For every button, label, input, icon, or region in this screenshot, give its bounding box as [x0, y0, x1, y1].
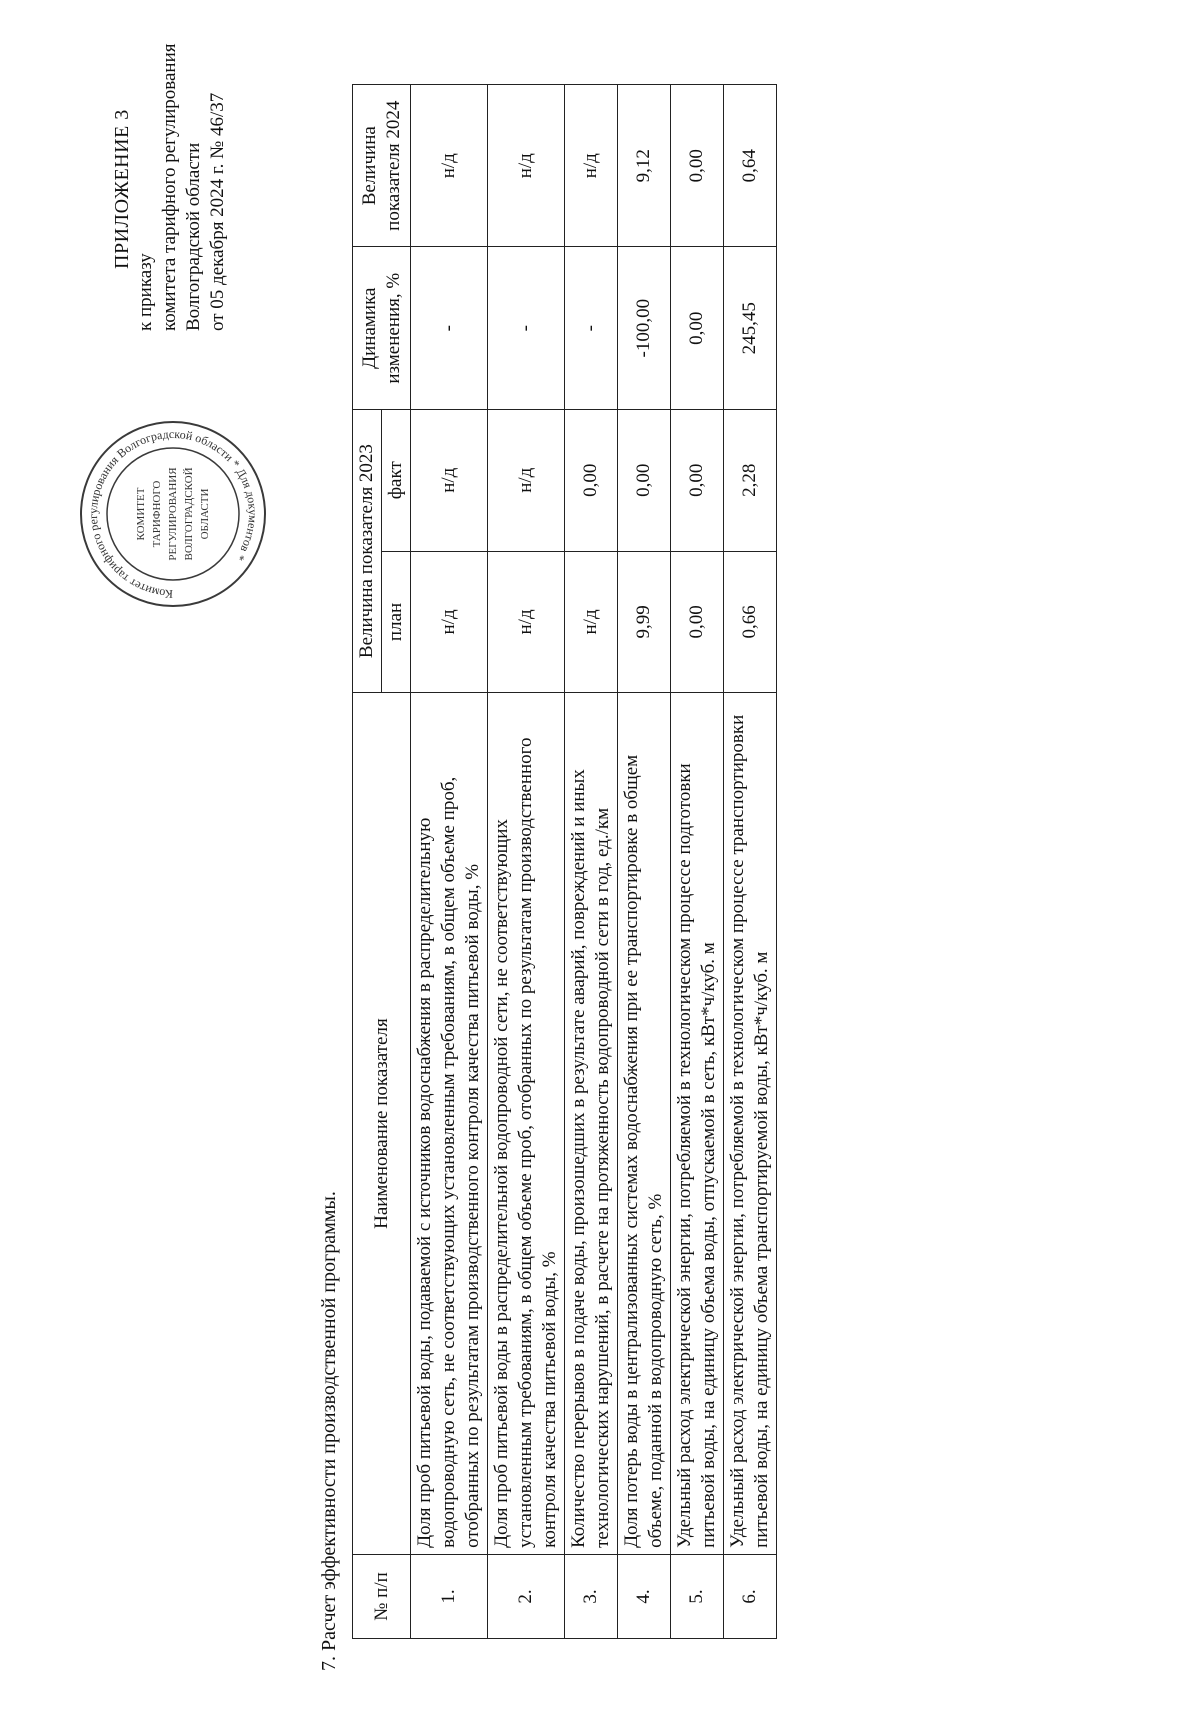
row-num: 3.	[565, 1554, 618, 1638]
row-plan: н/д	[411, 551, 488, 693]
row-dynamics: 245,45	[724, 247, 777, 409]
row-name: Удельный расход электрической энергии, потребляемой в технологическом процессе транспортировки питьевой воды, на единицу объема транспортируемой воды, кВт*ч/куб. м	[724, 693, 777, 1555]
row-fact: 0,00	[618, 409, 671, 551]
row-name: Доля проб питьевой воды в распределительной водопроводной сети, не соответствующих установленным требованиям, в общем объеме проб, отобранных по результатам производственного контроля качества питьевой воды, %	[488, 693, 565, 1555]
stamp-line-1: КОМИТЕТ	[135, 487, 147, 541]
row-plan: н/д	[488, 551, 565, 693]
table-row	[724, 85, 777, 1639]
row-num: 5.	[671, 1554, 724, 1638]
table-row	[618, 85, 671, 1639]
official-stamp	[78, 419, 268, 609]
table-row	[671, 85, 724, 1639]
section-title: 7. Расчет эффективности производственной программы.	[318, 1191, 340, 1671]
row-plan: н/д	[565, 551, 618, 693]
row-name: Удельный расход электрической энергии, потребляемой в технологическом процессе подготовки питьевой воды, на единицу объема воды, отпускаемой в сеть, кВт*ч/куб. м	[671, 693, 724, 1555]
stamp-line-5: ОБЛАСТИ	[199, 488, 211, 540]
header-plan: план	[382, 551, 411, 693]
row-fact: 0,00	[565, 409, 618, 551]
header-fact: факт	[382, 409, 411, 551]
header-value-2024: Величина показателя 2024	[353, 85, 411, 247]
row-fact: 0,00	[671, 409, 724, 551]
table-row	[565, 85, 618, 1639]
row-num: 4.	[618, 1554, 671, 1638]
indicators-table	[352, 84, 777, 1639]
row-dynamics: -	[488, 247, 565, 409]
row-dynamics: -100,00	[618, 247, 671, 409]
row-plan: 9,99	[618, 551, 671, 693]
row-fact: н/д	[488, 409, 565, 551]
row-plan: 0,00	[671, 551, 724, 693]
appendix-line-3: Волгоградской области	[183, 142, 204, 331]
table-row	[411, 85, 488, 1639]
row-value-2024: 9,12	[618, 85, 671, 247]
row-fact: н/д	[411, 409, 488, 551]
row-value-2024: н/д	[565, 85, 618, 247]
table-header-row	[353, 85, 382, 1639]
header-dynamics: Динамика изменения, %	[353, 247, 411, 409]
row-value-2024: н/д	[411, 85, 488, 247]
row-name: Доля потерь воды в централизованных системах водоснабжения при ее транспортировке в общем объеме, поданной в водопроводную сеть, %	[618, 693, 671, 1555]
row-name: Количество перерывов в подаче воды, произошедших в результате аварий, повреждений и иных технологических нарушений, в расчете на протяженность водопроводной сети в год, ед./км	[565, 693, 618, 1555]
stamp-line-2: ТАРИФНОГО	[151, 480, 163, 548]
row-fact: 2,28	[724, 409, 777, 551]
header-num: № п/п	[353, 1554, 411, 1638]
header-name: Наименование показателя	[353, 693, 411, 1555]
row-value-2024: н/д	[488, 85, 565, 247]
row-num: 2.	[488, 1554, 565, 1638]
table-row	[488, 85, 565, 1639]
row-num: 1.	[411, 1554, 488, 1638]
row-value-2024: 0,00	[671, 85, 724, 247]
appendix-line-4: от 05 декабря 2024 г. № 46/37	[207, 92, 228, 331]
row-value-2024: 0,64	[724, 85, 777, 247]
stamp-line-3: РЕГУЛИРОВАНИЯ	[167, 467, 179, 561]
header-value-2023: Величина показателя 2023	[353, 409, 382, 692]
appendix-header	[110, 21, 230, 331]
row-dynamics: -	[411, 247, 488, 409]
appendix-line-2: комитета тарифного регулирования	[159, 43, 180, 331]
row-plan: 0,66	[724, 551, 777, 693]
appendix-line-1: к приказу	[135, 253, 156, 331]
row-dynamics: -	[565, 247, 618, 409]
row-num: 6.	[724, 1554, 777, 1638]
stamp-line-4: ВОЛГОГРАДСКОЙ	[183, 467, 195, 561]
row-name: Доля проб питьевой воды, подаваемой с источников водоснабжения в распределительную водопроводную сеть, не соответствующих установленным требованиям, в общем объеме проб, отобранных по результатам производственного контроля качества питьевой воды, %	[411, 693, 488, 1555]
row-dynamics: 0,00	[671, 247, 724, 409]
stamp-ring-text: Комитет тарифного регулирования Волгоградской области * Для документов *	[85, 426, 261, 602]
appendix-title: ПРИЛОЖЕНИЕ 3	[111, 109, 133, 269]
